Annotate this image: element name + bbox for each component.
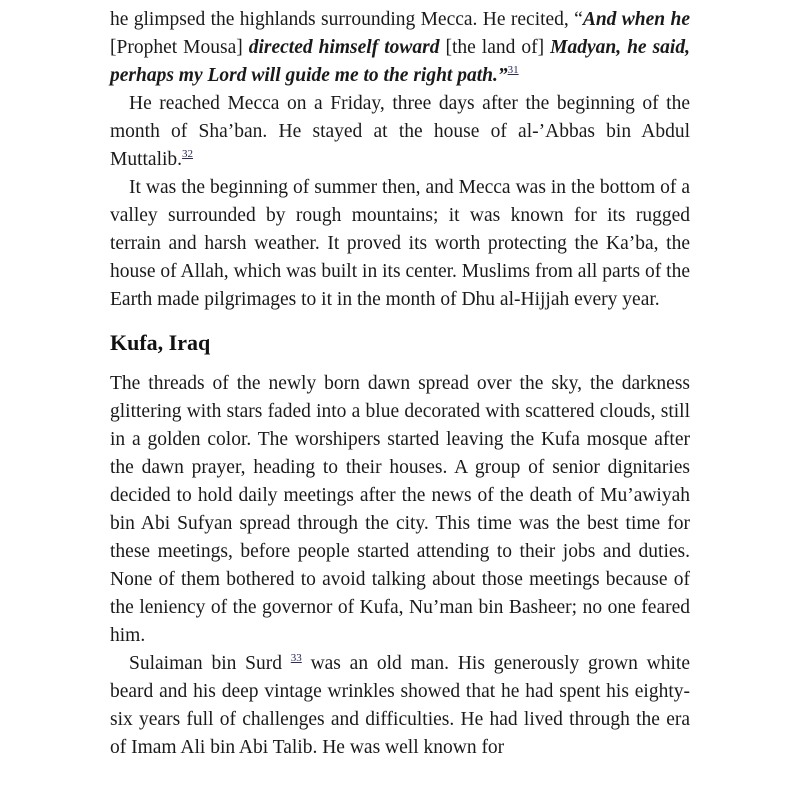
footnote-link-32[interactable]: 32: [182, 148, 194, 160]
paragraph-kufa-dawn: The threads of the newly born dawn spread over the sky, the darkness glittering with stars faded into a blue decorated with scattered clouds, still in a golden color. The worshipers started leaving the Kufa mosque after the dawn prayer, heading to their houses. A group of senior dignitaries decided to hold daily meetings after the news of the death of Mu’awiyah bin Abi Sufyan spread through the city. This time was the best time for these meetings, before people started attending to their jobs and duties. None of them bothered to avoid talking about those meetings because of the leniency of the governor of Kufa, Nu’man bin Basheer; no one feared him.: [110, 373, 690, 646]
quote-emphasis: And when he: [582, 9, 690, 30]
paragraph-mecca-description: It was the beginning of summer then, and Mecca was in the bottom of a valley surrounded by rough mountains; it was known for its rugged terrain and harsh weather. It proved its worth protecting the Ka’ba, the house of Allah, which was built in its center. Muslims from all parts of the Earth made pilgrimages to it in the month of Dhu al-Hijjah every year.: [110, 177, 690, 310]
quote-emphasis: Madyan, he said, perhaps my Lord will guide me to the right path.”: [110, 37, 690, 86]
paragraph-quran-quote: he glimpsed the highlands surrounding Mecca. He recited, “And when he [Prophet Mousa] directed himself toward [the land of] Madyan, he said, perhaps my Lord will guide me to the right path.”$^{31}$: [110, 9, 690, 86]
paragraph-arrival-mecca: He reached Mecca on a Friday, three days after the beginning of the month of Sha’ban. He stayed at the house of al-’Abbas bin Abdul Muttalib.$^{32}$: [110, 93, 690, 170]
footnote-link-31[interactable]: 31: [507, 64, 519, 76]
paragraph-sulaiman: Sulaiman bin Surd $^{33}$ was an old man. His generously grown white beard and his deep vintage wrinkles showed that he had spent his eighty-six years full of challenges and difficulties. He had lived through the era of Imam Ali bin Abi Talib. He was well known for: [110, 652, 690, 758]
document-page: [110, 6, 690, 762]
section-heading: Kufa, Iraq: [110, 330, 211, 355]
footnote-link-33[interactable]: 33: [290, 652, 302, 664]
quote-emphasis: directed himself toward: [248, 37, 440, 58]
